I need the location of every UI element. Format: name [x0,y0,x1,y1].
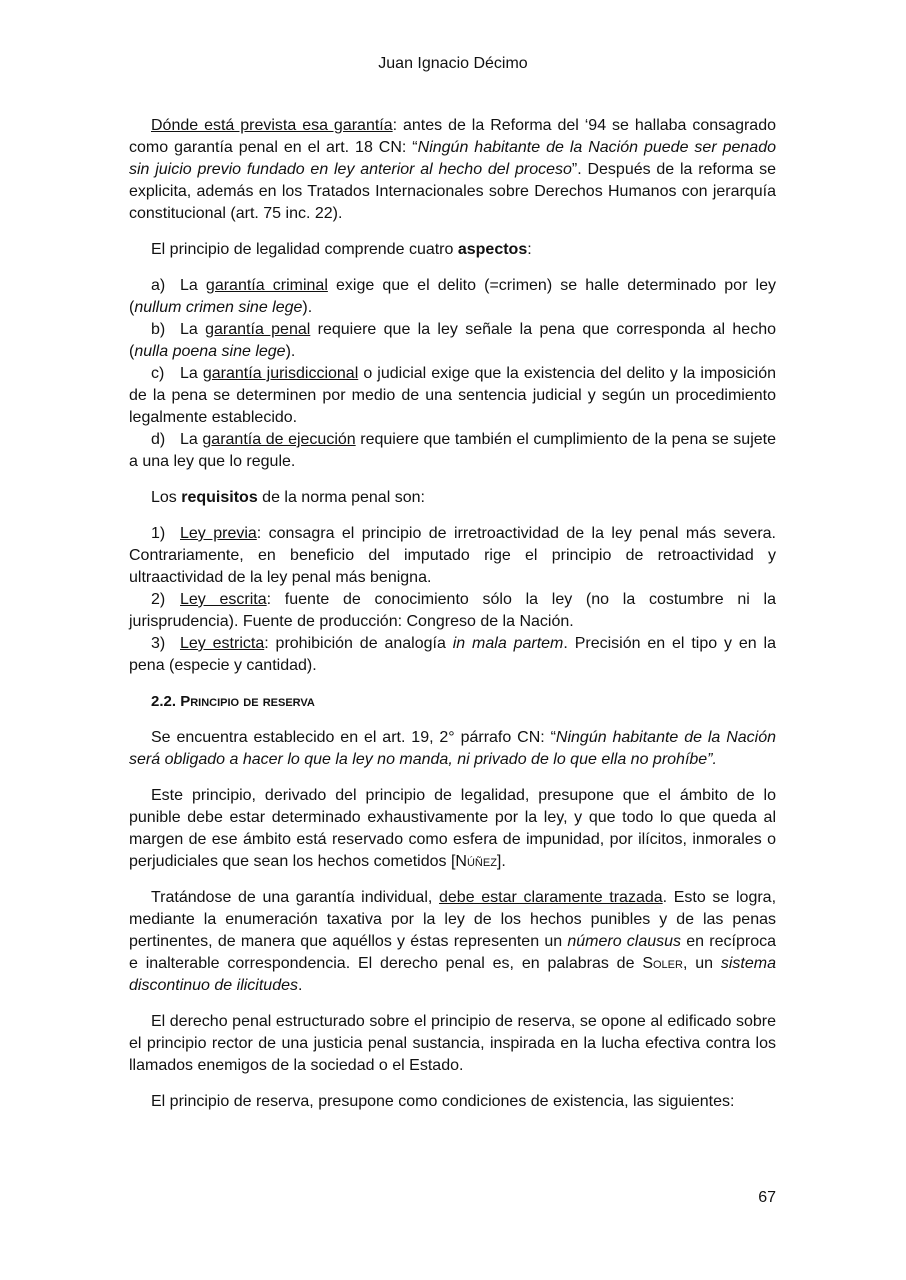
paragraph-requisites-intro [129,487,776,509]
underlined-term: garantía de ejecución [202,431,356,448]
text-run: o judicial exige que la existencia del delito y la imposición de la pena se determinen por medio de una sentencia judicial y según un procedimiento legalmente establecido. [129,365,776,426]
text-run: requiere que también el cumplimiento de la pena se sujete a una ley que lo regule. [129,431,776,470]
list-label: 3) [151,635,166,652]
text-run: La [180,431,203,448]
text-run: de la norma penal son: [257,489,425,506]
list-item-requisite-1 [129,523,776,589]
list-item-requisite-3 [129,633,776,677]
text-run: Los [151,489,182,506]
page-number: 67 [758,1189,776,1206]
list-label: 2) [151,591,166,608]
list-label: b) [151,321,166,338]
text-run: : fuente de conocimiento sólo la ley (no la costumbre ni la jurisprudencia). Fuente de producción: Congreso de la Nación. [129,591,776,630]
text-run: Se encuentra establecido en el art. 19, 2° párrafo CN: “ [151,729,556,746]
list-item-aspect-d [129,429,776,473]
latin-phrase: número clausus [567,933,682,950]
underlined-term: garantía criminal [205,277,328,294]
latin-phrase: nullum crimen sine lege [134,299,303,316]
text-run: : antes de la Reforma del ‘94 se hallaba consagrado como garantía penal en el art. 18 CN: “ [129,117,777,156]
page-content [129,115,776,1113]
text-run: : consagra el principio de irretroactividad de la ley penal más severa. Contrariamente, en beneficio del imputado rige el principio de retroactividad y ultraactividad de la ley penal más benigna. [129,525,776,586]
text-run: . Esto se logra, mediante la enumeración taxativa por la ley de los hechos punibles y de las penas pertinentes, de manera que aquéllos y éstas representen un [129,889,777,950]
latin-phrase: in mala partem [452,635,564,652]
paragraph-reserve-opposition [129,1011,776,1077]
paragraph-reserve-conditions [129,1091,776,1113]
list-label: c) [151,365,165,382]
paragraph-legality-aspects-intro [129,239,776,261]
underlined-term: Ley escrita [180,591,267,608]
text-run: El principio de reserva, presupone como condiciones de existencia, las siguientes: [151,1093,735,1110]
underlined-term: Ley estricta [180,635,265,652]
quoted-article-text: Ningún habitante de la Nación será obligado a hacer lo que la ley no manda, ni privado de lo que ella no prohíbe”. [129,729,776,768]
cited-author: Núñez [455,853,497,870]
section-number: 2.2. [151,693,177,710]
latin-phrase: nulla poena sine lege [134,343,286,360]
text-run: : prohibición de analogía [264,635,453,652]
list-item-aspect-c [129,363,776,429]
text-run: en recíproca e inalterable correspondencia. El derecho penal es, en palabras de [129,933,776,972]
section-title: Principio de reserva [180,693,315,710]
bold-term: aspectos [457,241,528,258]
paragraph-individual-guarantee [129,887,776,997]
underlined-term: garantía penal [205,321,311,338]
list-item-aspect-b [129,319,776,363]
text-run: ”. Después de la reforma se explicita, además en los Tratados Internacionales sobre Derechos Humanos con jerarquía constitucional (art. 75 inc. 22). [129,161,777,222]
underlined-phrase: Dónde está prevista esa garantía [151,117,393,134]
quoted-article-text: Ningún habitante de la Nación puede ser penado sin juicio previo fundado en ley anterior al hecho del proceso [129,139,776,178]
paragraph-where-provided [129,115,776,225]
list-label: 1) [151,525,166,542]
text-run: La [180,321,206,338]
paragraph-article-19 [129,727,776,771]
underlined-term: Ley previa [180,525,257,542]
section-heading [129,691,776,713]
text-run: El derecho penal estructurado sobre el principio de reserva, se opone al edificado sobre el principio rector de una justicia penal sustancia, inspirada en la lucha efectiva contra los llamados enemigos de la sociedad o el Estado. [129,1013,776,1074]
paragraph-reserve-scope [129,785,776,873]
bold-term: requisitos [181,489,258,506]
text-run: La [180,365,203,382]
running-header: Juan Ignacio Décimo [378,55,528,72]
text-run: , un [682,955,721,972]
text-run: ). [302,299,313,316]
text-run: : [527,241,532,258]
cited-author: Soler [642,955,683,972]
list-item-aspect-a [129,275,776,319]
list-label: d) [151,431,166,448]
underlined-phrase: debe estar claramente trazada [439,889,663,906]
list-item-requisite-2 [129,589,776,633]
text-run: ). [285,343,296,360]
text-run: La [180,277,206,294]
list-label: a) [151,277,166,294]
italic-phrase: sistema discontinuo de ilicitudes [129,955,776,994]
text-run: El principio de legalidad comprende cuatro [151,241,458,258]
underlined-term: garantía jurisdiccional [202,365,359,382]
text-run: Tratándose de una garantía individual, [151,889,439,906]
text-run: exige que el delito (=crimen) se halle determinado por ley ( [129,277,776,316]
text-run: . [298,977,303,994]
text-run: . Precisión en el tipo y en la pena (especie y cantidad). [129,635,777,674]
text-run: requiere que la ley señale la pena que corresponda al hecho ( [129,321,776,360]
text-run: Este principio, derivado del principio de legalidad, presupone que el ámbito de lo punible debe estar determinado exhaustivamente por la ley, y que todo lo que queda al margen de ese ámbito está reservado como esfera de impunidad, por ilícitos, inmorales o perjudiciales que sean los hechos cometidos [ [129,787,776,870]
text-run: ]. [496,853,506,870]
